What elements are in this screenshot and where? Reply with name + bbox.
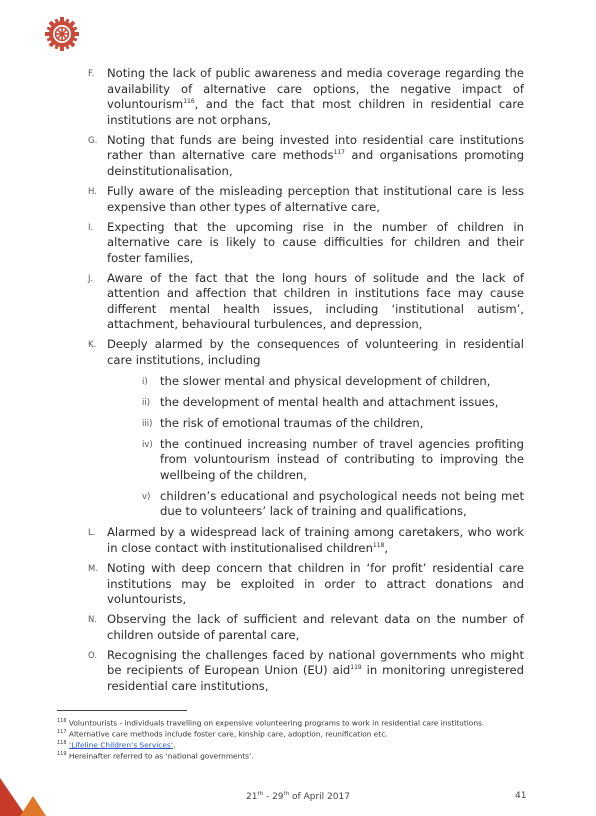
clause	[88, 561, 524, 608]
text-run: and organisations promoting deinstitutionalisation,	[107, 148, 524, 178]
sub-item-number: ii)	[142, 397, 151, 408]
clause-text	[107, 133, 524, 178]
text-run: Deeply alarmed by the consequences of volunteering in residential care institutions, including	[107, 337, 524, 368]
footnote-text: Voluntourists - individuals travelling on expensive volunteering programs to work in residential care institutions.	[68, 718, 485, 728]
sub-item	[107, 489, 524, 520]
text-run: Aware of the fact that the long hours of solitude and the lack of attention and affection that children in institutions face may cause different mental health issues, including ‘institutional autism’, attachment, behavioural turbulences, and depression,	[107, 270, 524, 332]
clause	[88, 271, 524, 333]
clause-text	[107, 561, 524, 606]
sub-item-number: v)	[142, 491, 151, 502]
text-run: Observing the lack of sufficient and relevant data on the number of children outside of parental care,	[107, 612, 524, 642]
footnote-number: 117	[57, 728, 67, 735]
text-run: in monitoring unregistered residential care institutions,	[107, 663, 524, 693]
text-run: Noting that funds are being invested into residential care institutions rather than alternative care methods	[107, 132, 524, 163]
clause-letter: F.	[88, 69, 95, 79]
sub-item	[107, 395, 524, 411]
footnote-number: 119	[57, 750, 67, 757]
clause-text	[107, 271, 524, 332]
sub-item-number: iii)	[142, 418, 153, 429]
sub-item-number: iv)	[142, 439, 153, 450]
clause	[88, 648, 524, 695]
text-run: ,	[384, 540, 389, 555]
clause-letter: J.	[88, 273, 94, 284]
clause	[88, 66, 524, 128]
footnote-text: Hereinafter referred to as ‘national governments’.	[68, 751, 254, 761]
clause-text	[107, 184, 524, 214]
footnote	[57, 717, 527, 728]
clause-letter: I.	[88, 222, 94, 233]
footnote	[57, 750, 527, 761]
footnote-divider	[57, 710, 187, 711]
clause	[88, 220, 524, 267]
clause-text	[107, 337, 524, 367]
clause	[88, 337, 524, 520]
clause-letter: H.	[88, 186, 97, 197]
footnote-text: .	[173, 740, 176, 750]
text-run: Expecting that the upcoming rise in the number of children in alternative care is likely to cause difficulties for children and their foster families,	[107, 219, 524, 265]
clause-text	[107, 66, 524, 127]
footnote-ref: 118	[372, 542, 385, 550]
sub-item-text: children’s educational and psychological needs not being met due to volunteers’ lack of training and qualifications,	[160, 488, 524, 519]
sub-item	[107, 374, 524, 390]
footnote-number: 118	[57, 739, 67, 746]
clause-text	[107, 220, 524, 265]
clause-letter: K.	[88, 340, 97, 351]
text-run: Noting the lack of public awareness and media coverage regarding the availability of alternative care options, the negative impact of voluntourism	[107, 66, 524, 112]
text-run: Noting with deep concern that children in ‘for profit’ residential care institutions may be exploited in order to attract donations and voluntourists,	[107, 560, 524, 607]
footnote	[57, 728, 527, 739]
logo-gear-icon	[44, 16, 80, 52]
clause	[88, 133, 524, 180]
sub-item-text: the slower mental and physical development of children,	[160, 373, 491, 388]
sub-item-number: i)	[142, 376, 148, 387]
clause-text	[107, 525, 524, 555]
footnote-number: 116	[57, 718, 67, 724]
clause-letter: N.	[88, 615, 98, 626]
clause-letter: L.	[88, 528, 96, 539]
sub-item	[107, 437, 524, 484]
page-number: 41	[515, 791, 527, 801]
footnote-text: Alternative care methods include foster care, kinship care, adoption, reunification etc.	[68, 729, 388, 739]
sub-list	[107, 374, 524, 520]
clause-text	[107, 648, 524, 693]
sub-item-text: the continued increasing number of travel agencies profiting from voluntourism instead of contributing to improving the wellbeing of the children,	[160, 436, 524, 482]
footnotes	[57, 717, 527, 761]
footnote	[57, 739, 527, 750]
clause-letter: M.	[88, 563, 99, 574]
clause	[88, 184, 524, 215]
sub-item-text: the development of mental health and attachment issues,	[160, 394, 499, 409]
sub-item	[107, 416, 524, 432]
text-run: , and the fact that most children in residential care institutions are not orphans,	[107, 97, 524, 127]
clause-letter: G.	[88, 135, 98, 146]
clause	[88, 612, 524, 643]
footnote-link[interactable]: ‘Lifeline Children’s Services’	[68, 740, 174, 750]
resolution-clauses	[88, 66, 524, 699]
footnote-ref: 119	[350, 664, 362, 672]
clause-letter: O.	[88, 650, 98, 661]
clause-text	[107, 612, 524, 642]
footnote-ref: 117	[333, 149, 345, 157]
corner-decoration	[0, 770, 50, 816]
footnote-ref: 116	[183, 98, 195, 106]
text-run: Fully aware of the misleading perception that institutional care is less expensive than other types of alternative care,	[107, 183, 524, 214]
sub-item-text: the risk of emotional traumas of the children,	[160, 415, 424, 430]
clause	[88, 525, 524, 556]
text-run: Recognising the challenges faced by national governments who might be recipients of European Union (EU) aid	[107, 647, 524, 678]
footer-date: 21th - 29th of April 2017	[246, 791, 350, 802]
text-run: Alarmed by a widespread lack of training among caretakers, who work in close contact with institutionalised children	[107, 525, 524, 555]
